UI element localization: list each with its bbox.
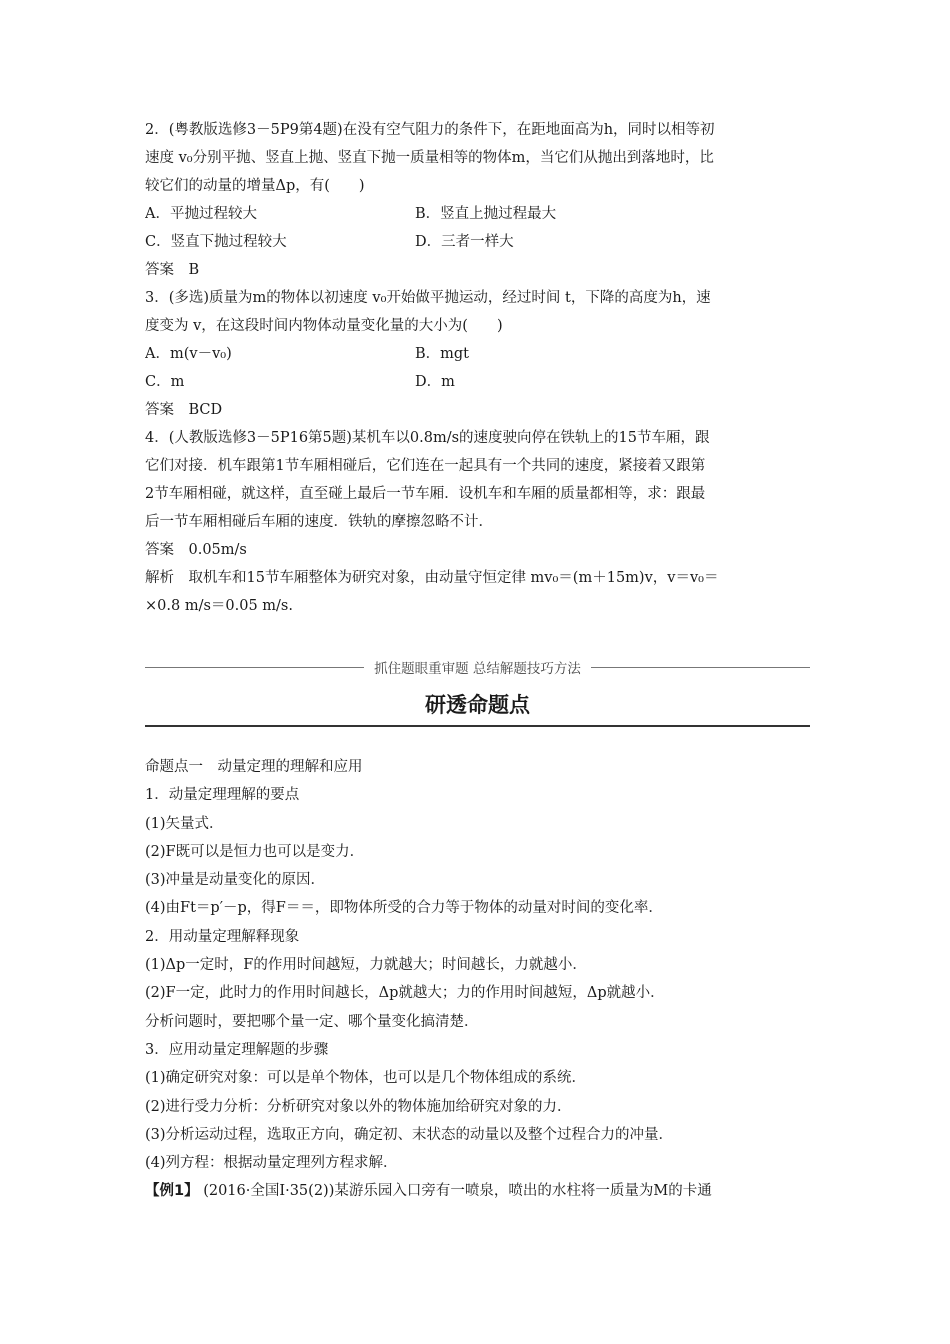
point-2-item-2: (2)F一定，此时力的作用时间越长，Δp就越大；力的作用时间越短，Δp就越小． [145, 985, 665, 1002]
q4-line1: 4．(人教版选修3－5P16第5题)某机车以0.8m/s的速度驶向停在铁轨上的15节车厢，跟 [145, 430, 710, 446]
example-1-label: 【例1】 [145, 1183, 199, 1200]
point-2-heading: 2．用动量定理解释现象 [145, 928, 300, 945]
point-1-item-4: (4)由Ft＝p′－p，得F＝＝，即物体所受的合力等于物体的动量对时间的变化率． [145, 900, 663, 917]
questions-block [145, 116, 810, 620]
point-2-item-1: (1)Δp一定时，F的作用时间越短，力就越大；时间越长，力就越小． [145, 957, 587, 974]
example-1-line [145, 1177, 810, 1205]
divider-caption: 抓住题眼重审题 总结解题技巧方法 [374, 661, 581, 677]
q3-line2: 度变为 v，在这段时间内物体动量变化量的大小为( ) [145, 318, 503, 334]
topic-section [145, 753, 810, 1206]
section-title: 研透命题点 [425, 693, 530, 717]
q4-answer: 答案 0.05m/s [145, 542, 247, 558]
point-3-item-2: (2)进行受力分析：分析研究对象以外的物体施加给研究对象的力． [145, 1098, 572, 1115]
q2-options-row1 [145, 200, 810, 228]
q3-option-c: C．m [145, 374, 185, 390]
point-3-item-1: (1)确定研究对象：可以是单个物体，也可以是几个物体组成的系统． [145, 1070, 587, 1087]
section-title-underline [145, 725, 810, 727]
q2-option-d: D．三者一样大 [415, 234, 514, 250]
q4-analysis-line2: ×0.8 m/s＝0.05 m/s. [145, 598, 293, 614]
point-1-item-2: (2)F既可以是恒力也可以是变力． [145, 843, 365, 860]
point-1-heading: 1．动量定理理解的要点 [145, 787, 300, 804]
divider-caption-row [145, 655, 810, 679]
point-2-note: 分析问题时，要把哪个量一定、哪个量变化搞清楚． [145, 1013, 479, 1030]
section-divider [145, 655, 810, 727]
q4-analysis-line1: 解析 取机车和15节车厢整体为研究对象，由动量守恒定律 mv₀＝(m＋15m)v，v＝v₀＝ [145, 570, 719, 586]
point-1-item-1: (1)矢量式． [145, 815, 224, 832]
divider-rule-right [591, 667, 810, 668]
q2-line2: 速度 v₀分别平抛、竖直上抛、竖直下抛一质量相等的物体m，当它们从抛出到落地时，比 [145, 150, 714, 166]
q2-option-b: B．竖直上抛过程最大 [415, 206, 557, 222]
q3-options-row2 [145, 368, 810, 396]
q3-line1: 3．(多选)质量为m的物体以初速度 v₀开始做平抛运动，经过时间 t，下降的高度为h，速 [145, 290, 711, 306]
q4-line2: 它们对接．机车跟第1节车厢相碰后，它们连在一起具有一个共同的速度，紧接着又跟第 [145, 458, 706, 474]
q2-options-row2 [145, 228, 810, 256]
topic-heading: 命题点一 动量定理的理解和应用 [145, 759, 363, 775]
q2-line1: 2．(粤教版选修3－5P9第4题)在没有空气阻力的条件下，在距地面高为h，同时以相等初 [145, 122, 715, 138]
point-1-item-3: (3)冲量是动量变化的原因． [145, 872, 326, 889]
point-3-item-3: (3)分析运动过程，选取正方向，确定初、末状态的动量以及整个过程合力的冲量． [145, 1126, 674, 1143]
q4-line4: 后一节车厢相碰后车厢的速度．铁轨的摩擦忽略不计． [145, 514, 493, 530]
q3-options-row1 [145, 340, 810, 368]
q3-option-b: B．mgt [415, 346, 470, 362]
q2-line3: 较它们的动量的增量Δp，有( ) [145, 178, 365, 194]
q3-option-d: D．m [415, 374, 455, 390]
q3-option-a: A．m(v－v₀) [145, 346, 232, 362]
example-1-text: (2016·全国Ⅰ·35(2))某游乐园入口旁有一喷泉，喷出的水柱将一质量为M的卡通 [203, 1183, 712, 1200]
point-3-item-4: (4)列方程：根据动量定理列方程求解． [145, 1155, 398, 1172]
q3-answer: 答案 BCD [145, 402, 223, 418]
q4-line3: 2节车厢相碰，就这样，直至碰上最后一节车厢．设机车和车厢的质量都相等，求：跟最 [145, 486, 706, 502]
divider-rule-left [145, 667, 364, 668]
q2-option-a: A．平抛过程较大 [145, 206, 257, 222]
point-3-heading: 3．应用动量定理解题的步骤 [145, 1041, 329, 1058]
q2-answer: 答案 B [145, 262, 200, 278]
q2-option-c: C．竖直下抛过程较大 [145, 234, 287, 250]
